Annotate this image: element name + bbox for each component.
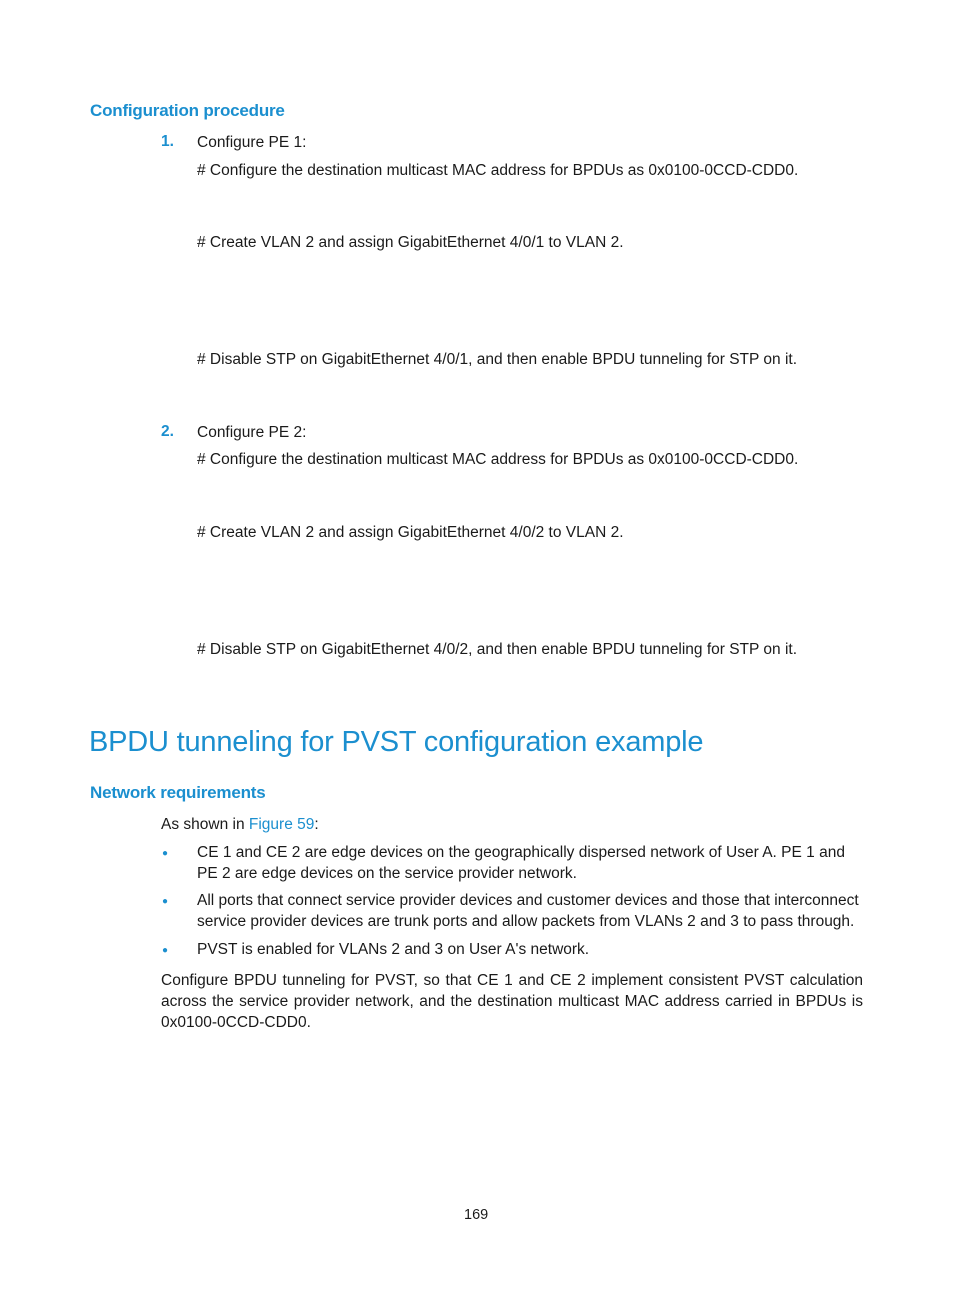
step-label-pe1: Configure PE 1: xyxy=(197,134,307,151)
bullet-icon: ● xyxy=(162,945,169,956)
intro-prefix: As shown in xyxy=(161,816,249,833)
bullet-item-1: CE 1 and CE 2 are edge devices on the geographically dispersed network of User A. PE 1 and PE 2 are edge devices on the service provider network. xyxy=(197,844,845,882)
intro-line xyxy=(161,814,319,835)
step1-line-vlan: # Create VLAN 2 and assign GigabitEthernet 4/0/1 to VLAN 2. xyxy=(197,234,624,251)
step2-line-mac: # Configure the destination multicast MAC address for BPDUs as 0x0100-0CCD-CDD0. xyxy=(197,451,799,468)
section-heading-network-requirements: Network requirements xyxy=(90,783,266,802)
step1-line-stp: # Disable STP on GigabitEthernet 4/0/1, and then enable BPDU tunneling for STP on it. xyxy=(197,351,797,368)
page-title: BPDU tunneling for PVST configuration example xyxy=(89,726,704,758)
step-number-1: 1. xyxy=(161,133,174,150)
figure-59-link[interactable]: Figure 59 xyxy=(248,816,315,833)
bullet-icon: ● xyxy=(162,896,169,907)
step2-line-vlan: # Create VLAN 2 and assign GigabitEthernet 4/0/2 to VLAN 2. xyxy=(197,524,624,541)
step1-line-mac: # Configure the destination multicast MAC address for BPDUs as 0x0100-0CCD-CDD0. xyxy=(197,162,799,179)
section-heading-configuration-procedure: Configuration procedure xyxy=(90,101,285,120)
page-number: 169 xyxy=(464,1207,489,1223)
requirements-paragraph: Configure BPDU tunneling for PVST, so that CE 1 and CE 2 implement consistent PVST calculation across the service provider network, and the destination multicast MAC address carried in BPDUs is 0x0100-0CCD-CDD0. xyxy=(161,972,863,1031)
step-label-pe2: Configure PE 2: xyxy=(197,424,307,441)
bullet-item-3: PVST is enabled for VLANs 2 and 3 on User A's network. xyxy=(197,941,590,958)
bullet-icon: ● xyxy=(162,848,169,859)
bullet-item-2: All ports that connect service provider devices and customer devices and those that interconnect service provider devices are trunk ports and allow packets from VLANs 2 and 3 to pass through. xyxy=(197,892,859,930)
step2-line-stp: # Disable STP on GigabitEthernet 4/0/2, and then enable BPDU tunneling for STP on it. xyxy=(197,641,797,658)
intro-suffix: : xyxy=(314,816,319,833)
step-number-2: 2. xyxy=(161,423,174,440)
